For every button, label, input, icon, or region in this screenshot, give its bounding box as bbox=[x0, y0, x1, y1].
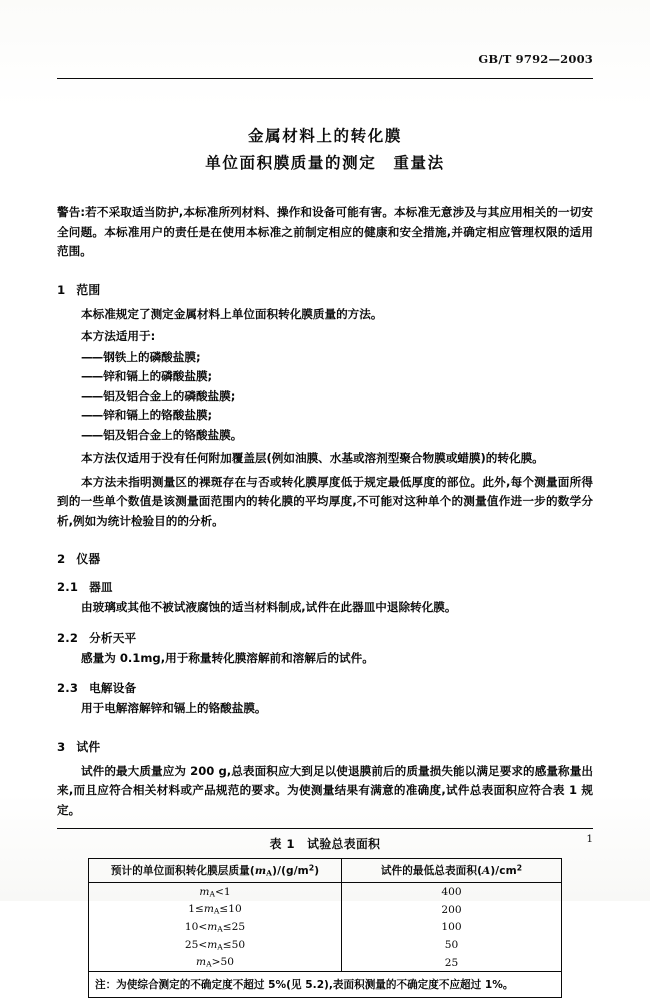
section-1-trailing-1: 本方法仅适用于没有任何附加覆盖层(例如油膜、水基或溶剂型聚合物膜或蜡膜)的转化膜。 bbox=[81, 451, 544, 465]
section-number-2: 2 bbox=[57, 552, 66, 566]
list-item-label: 铝及铝合金上的铬酸盐膜。 bbox=[103, 427, 243, 442]
section-title-2: 仪器 bbox=[76, 552, 101, 566]
section-heading-1 bbox=[57, 281, 593, 298]
footer-rule bbox=[57, 828, 593, 829]
section-title-1: 范围 bbox=[76, 282, 101, 297]
title-line-1: 金属材料上的转化膜 bbox=[248, 127, 402, 145]
cell-mass-range: $m_A>50$ bbox=[89, 954, 342, 972]
cell-min-area: 50 bbox=[444, 938, 459, 951]
table-row bbox=[89, 918, 561, 936]
em-dash-icon: —— bbox=[81, 408, 103, 422]
cell-mass-range: $10<m_A\le 25$ bbox=[89, 918, 342, 936]
list-item-label: 铝及铝合金上的磷酸盐膜; bbox=[103, 388, 236, 403]
subsection-title-2-3: 电解设备 bbox=[89, 681, 137, 695]
section-heading-2 bbox=[57, 550, 593, 567]
page-content bbox=[57, 52, 593, 998]
table-note: 注：为使综合测定的不确定度不超过 5%(见 5.2),表面积测量的不确定度不应超过 1%。 bbox=[89, 972, 561, 998]
page-footer bbox=[57, 828, 593, 845]
table-body bbox=[89, 883, 561, 998]
surface-area-table bbox=[89, 859, 561, 997]
table-row bbox=[89, 901, 561, 919]
document-title bbox=[57, 123, 593, 177]
section-1-paragraph-1: 本标准规定了测定金属材料上单位面积转化膜质量的方法。 bbox=[81, 306, 383, 321]
list-item bbox=[57, 426, 593, 446]
subsection-heading-2-3 bbox=[57, 680, 593, 696]
cell-min-area: 400 bbox=[441, 885, 462, 898]
cell-min-area: 100 bbox=[441, 921, 462, 934]
warning-paragraph: 警告:若不采取适当防护,本标准所列材料、操作和设备可能有害。本标准无意涉及与其应用相关的一切安全问题。本标准用户的责任是在使用本标准之前制定相应的健康和安全措施,并确定相应管理权限的适用范围。 bbox=[57, 205, 593, 258]
cell-mass-range: $25<m_A\le 50$ bbox=[89, 936, 342, 954]
cell-min-area: 200 bbox=[441, 903, 462, 916]
table-header-row bbox=[89, 859, 561, 883]
subsection-title-2-2: 分析天平 bbox=[89, 630, 137, 645]
table-row bbox=[89, 883, 561, 901]
section-3-paragraph-1: 试件的最大质量应为 200 g,总表面积应大到足以使退膜前后的质量损失能以满足要求的感量称量出来,而且应符合相关材料或产品规范的要求。为使测量结果有满意的准确度,试件总表面积应符合表 1 规定。 bbox=[57, 763, 593, 817]
table-head bbox=[89, 859, 561, 883]
title-line-2: 单位面积膜质量的测定 重量法 bbox=[205, 154, 445, 172]
subsection-heading-2-2 bbox=[57, 630, 593, 646]
table-note-row bbox=[89, 972, 561, 998]
header-rule bbox=[57, 78, 593, 79]
subsection-heading-2-1 bbox=[57, 579, 593, 595]
subsection-title-2-1: 器皿 bbox=[89, 580, 113, 594]
subsection-body-2-2: 感量为 0.1mg,用于称量转化膜溶解前和溶解后的试件。 bbox=[81, 650, 374, 665]
em-dash-icon: —— bbox=[81, 388, 103, 403]
scope-list bbox=[57, 348, 593, 446]
list-item-label: 钢铁上的磷酸盐膜; bbox=[103, 349, 201, 364]
cell-mass-range: $m_A<1$ bbox=[89, 883, 342, 901]
section-1-trailing-2: 本方法未指明测量区的裸斑存在与否或转化膜厚度低于规定最低厚度的部位。此外,每个测量面所得到的一些单个数值是该测量面范围内的转化膜的平均厚度,不可能对这种单个的测量值作进一步的数学分析,例如为统计检验目的的分析。 bbox=[57, 474, 593, 528]
section-number-1: 1 bbox=[57, 282, 66, 297]
em-dash-icon: —— bbox=[81, 349, 103, 364]
subsection-body-2-1: 由玻璃或其他不被试液腐蚀的适当材料制成,试件在此器皿中退除转化膜。 bbox=[81, 600, 457, 614]
subsection-number-2-3: 2.3 bbox=[57, 681, 79, 695]
table-row bbox=[89, 936, 561, 954]
cell-min-area: 25 bbox=[444, 956, 459, 969]
running-header bbox=[57, 52, 593, 74]
em-dash-icon: —— bbox=[81, 427, 103, 442]
section-number-3: 3 bbox=[57, 739, 66, 754]
table-caption: 表 1 试验总表面积 bbox=[269, 837, 381, 851]
list-item-label: 锌和镉上的铬酸盐膜; bbox=[103, 408, 213, 422]
list-item bbox=[57, 406, 593, 426]
page-number: 1 bbox=[586, 833, 593, 845]
table-row bbox=[89, 954, 561, 972]
subsection-number-2-1: 2.1 bbox=[57, 580, 79, 594]
table-container bbox=[88, 858, 562, 998]
column-header-mass: 预计的单位面积转化膜层质量$(m_A)/(g/m^2)$ bbox=[89, 859, 342, 883]
section-1-paragraph-2: 本方法适用于: bbox=[81, 329, 156, 343]
section-title-3: 试件 bbox=[76, 739, 101, 754]
cell-mass-range: $1\le m_A\le 10$ bbox=[89, 901, 342, 919]
em-dash-icon: —— bbox=[81, 369, 103, 383]
subsection-body-2-3: 用于电解溶解锌和镉上的铬酸盐膜。 bbox=[81, 701, 267, 715]
list-item-label: 锌和镉上的磷酸盐膜; bbox=[103, 369, 213, 383]
subsection-number-2-2: 2.2 bbox=[57, 630, 79, 645]
list-item bbox=[57, 387, 593, 407]
list-item bbox=[57, 348, 593, 368]
column-header-area: 试件的最低总表面积$(A)/cm^2$ bbox=[342, 859, 561, 883]
section-heading-3 bbox=[57, 738, 593, 755]
list-item bbox=[57, 367, 593, 387]
standard-number: GB/T 9792—2003 bbox=[478, 52, 593, 66]
